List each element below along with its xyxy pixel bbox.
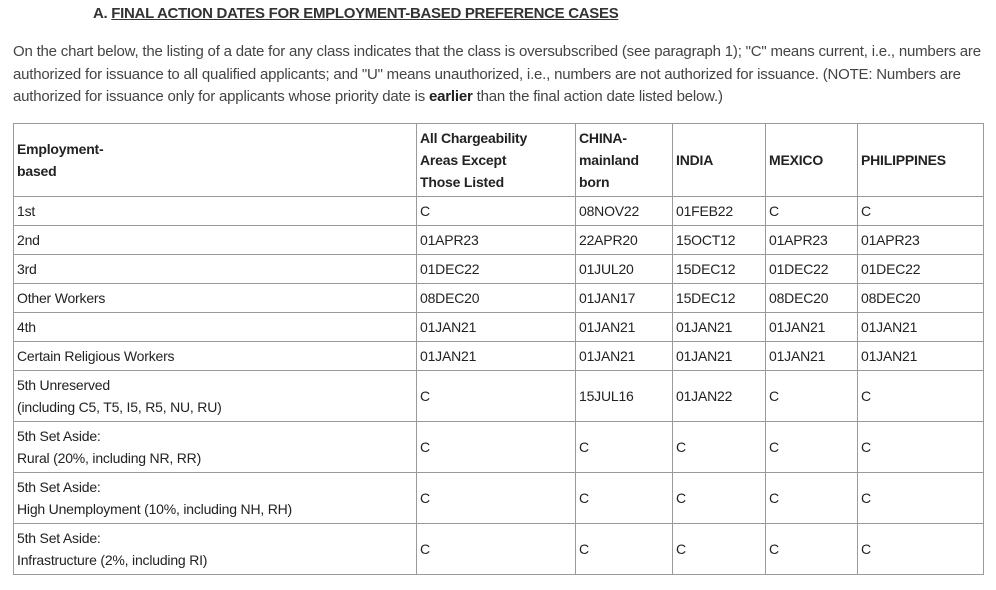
date-cell: C [766,473,858,524]
table-row [14,226,984,255]
date-cell: 01JAN17 [576,284,673,313]
column-header [858,124,984,197]
table-row [14,313,984,342]
date-cell: 22APR20 [576,226,673,255]
category-label-line: 3rd [17,261,37,277]
column-header [766,124,858,197]
date-cell: 01APR23 [417,226,576,255]
column-header-line: born [579,174,610,190]
date-cell: 01APR23 [858,226,984,255]
date-cell: C [858,371,984,422]
column-header-line: CHINA- [579,130,627,146]
date-cell: 01JAN21 [576,342,673,371]
date-cell: C [576,473,673,524]
date-cell: C [766,422,858,473]
date-cell: C [417,473,576,524]
intro-bold-word: earlier [429,88,473,105]
column-header-line: All Chargeability [420,130,528,146]
date-cell: 01JAN21 [673,342,766,371]
date-cell: 08DEC20 [417,284,576,313]
date-cell: 08DEC20 [858,284,984,313]
section-title: FINAL ACTION DATES FOR EMPLOYMENT-BASED PREFERENCE CASES [111,5,619,22]
table-body [14,197,984,575]
date-cell: 01JAN21 [417,313,576,342]
date-cell: 01JAN21 [766,342,858,371]
category-label-line: 2nd [17,232,40,248]
date-cell: C [858,473,984,524]
category-label-line: Other Workers [17,290,106,306]
column-header [673,124,766,197]
date-cell: 01JAN21 [673,313,766,342]
final-action-dates-table [13,123,984,575]
category-label-line: Certain Religious Workers [17,348,175,364]
date-cell: 08NOV22 [576,197,673,226]
date-cell: C [673,473,766,524]
date-cell: C [858,422,984,473]
category-label-line: Infrastructure (2%, including RI) [17,552,208,568]
table-row [14,197,984,226]
date-cell: 15JUL16 [576,371,673,422]
date-cell: 01JAN21 [766,313,858,342]
date-cell: 01DEC22 [858,255,984,284]
category-cell [14,342,417,371]
date-cell: C [417,371,576,422]
table-row [14,284,984,313]
column-header-line: Areas Except [420,152,507,168]
date-cell: C [766,371,858,422]
category-label-line: 1st [17,203,36,219]
category-label-line: High Unemployment (10%, including NH, RH) [17,501,293,517]
date-cell: 01JAN21 [417,342,576,371]
category-cell [14,473,417,524]
date-cell: C [576,524,673,575]
intro-text-part2: than the final action date listed below.) [472,88,723,105]
date-cell: C [576,422,673,473]
date-cell: 01JAN21 [858,342,984,371]
column-header [417,124,576,197]
date-cell: 01APR23 [766,226,858,255]
date-cell: 01JUL20 [576,255,673,284]
date-cell: C [417,197,576,226]
category-cell [14,284,417,313]
category-cell [14,255,417,284]
date-cell: 15DEC12 [673,284,766,313]
category-label-line: Rural (20%, including NR, RR) [17,450,202,466]
category-cell [14,524,417,575]
category-label-line: 4th [17,319,36,335]
column-header-line: Those Listed [420,174,504,190]
category-cell [14,226,417,255]
date-cell: C [858,524,984,575]
section-letter: A. [93,5,108,22]
section-heading [93,5,618,22]
table-row [14,342,984,371]
column-header-line: based [17,163,57,179]
category-cell [14,313,417,342]
table-row [14,255,984,284]
table-row [14,473,984,524]
table-row [14,371,984,422]
table-row [14,422,984,473]
category-label-line: 5th Set Aside: [17,428,101,444]
date-cell: 15DEC12 [673,255,766,284]
intro-paragraph [13,41,985,109]
date-cell: C [417,422,576,473]
date-cell: 01JAN21 [858,313,984,342]
intro-text-part1: On the chart below, the listing of a date for any class indicates that the class is oversubscribed (see paragraph 1); "C" means current, i.e., numbers are authorized for issuance to all qualified applicants; and "U" means unauthorized, i.e., numbers are not authorized for issuance. (NOTE: Numbers are authorized for issuance only for applicants whose priority date is [13,43,981,105]
category-label-line: 5th Set Aside: [17,479,101,495]
date-cell: 01FEB22 [673,197,766,226]
column-header-line: INDIA [676,152,714,168]
category-cell [14,197,417,226]
category-cell [14,371,417,422]
date-cell: 01DEC22 [417,255,576,284]
column-header [14,124,417,197]
date-cell: 01JAN22 [673,371,766,422]
date-cell: C [673,422,766,473]
category-label-line: 5th Set Aside: [17,530,101,546]
category-label-line: (including C5, T5, I5, R5, NU, RU) [17,399,222,415]
table-row [14,524,984,575]
category-cell [14,422,417,473]
date-cell: C [417,524,576,575]
date-cell: C [766,197,858,226]
date-cell: C [858,197,984,226]
column-header-line: Employment- [17,141,104,157]
column-header-line: mainland [579,152,639,168]
table-header-row [14,124,984,197]
date-cell: 08DEC20 [766,284,858,313]
category-label-line: 5th Unreserved [17,377,110,393]
column-header-line: MEXICO [769,152,824,168]
date-cell: 01JAN21 [576,313,673,342]
date-cell: C [766,524,858,575]
column-header-line: PHILIPPINES [861,152,946,168]
date-cell: 01DEC22 [766,255,858,284]
date-cell: 15OCT12 [673,226,766,255]
column-header [576,124,673,197]
date-cell: C [673,524,766,575]
